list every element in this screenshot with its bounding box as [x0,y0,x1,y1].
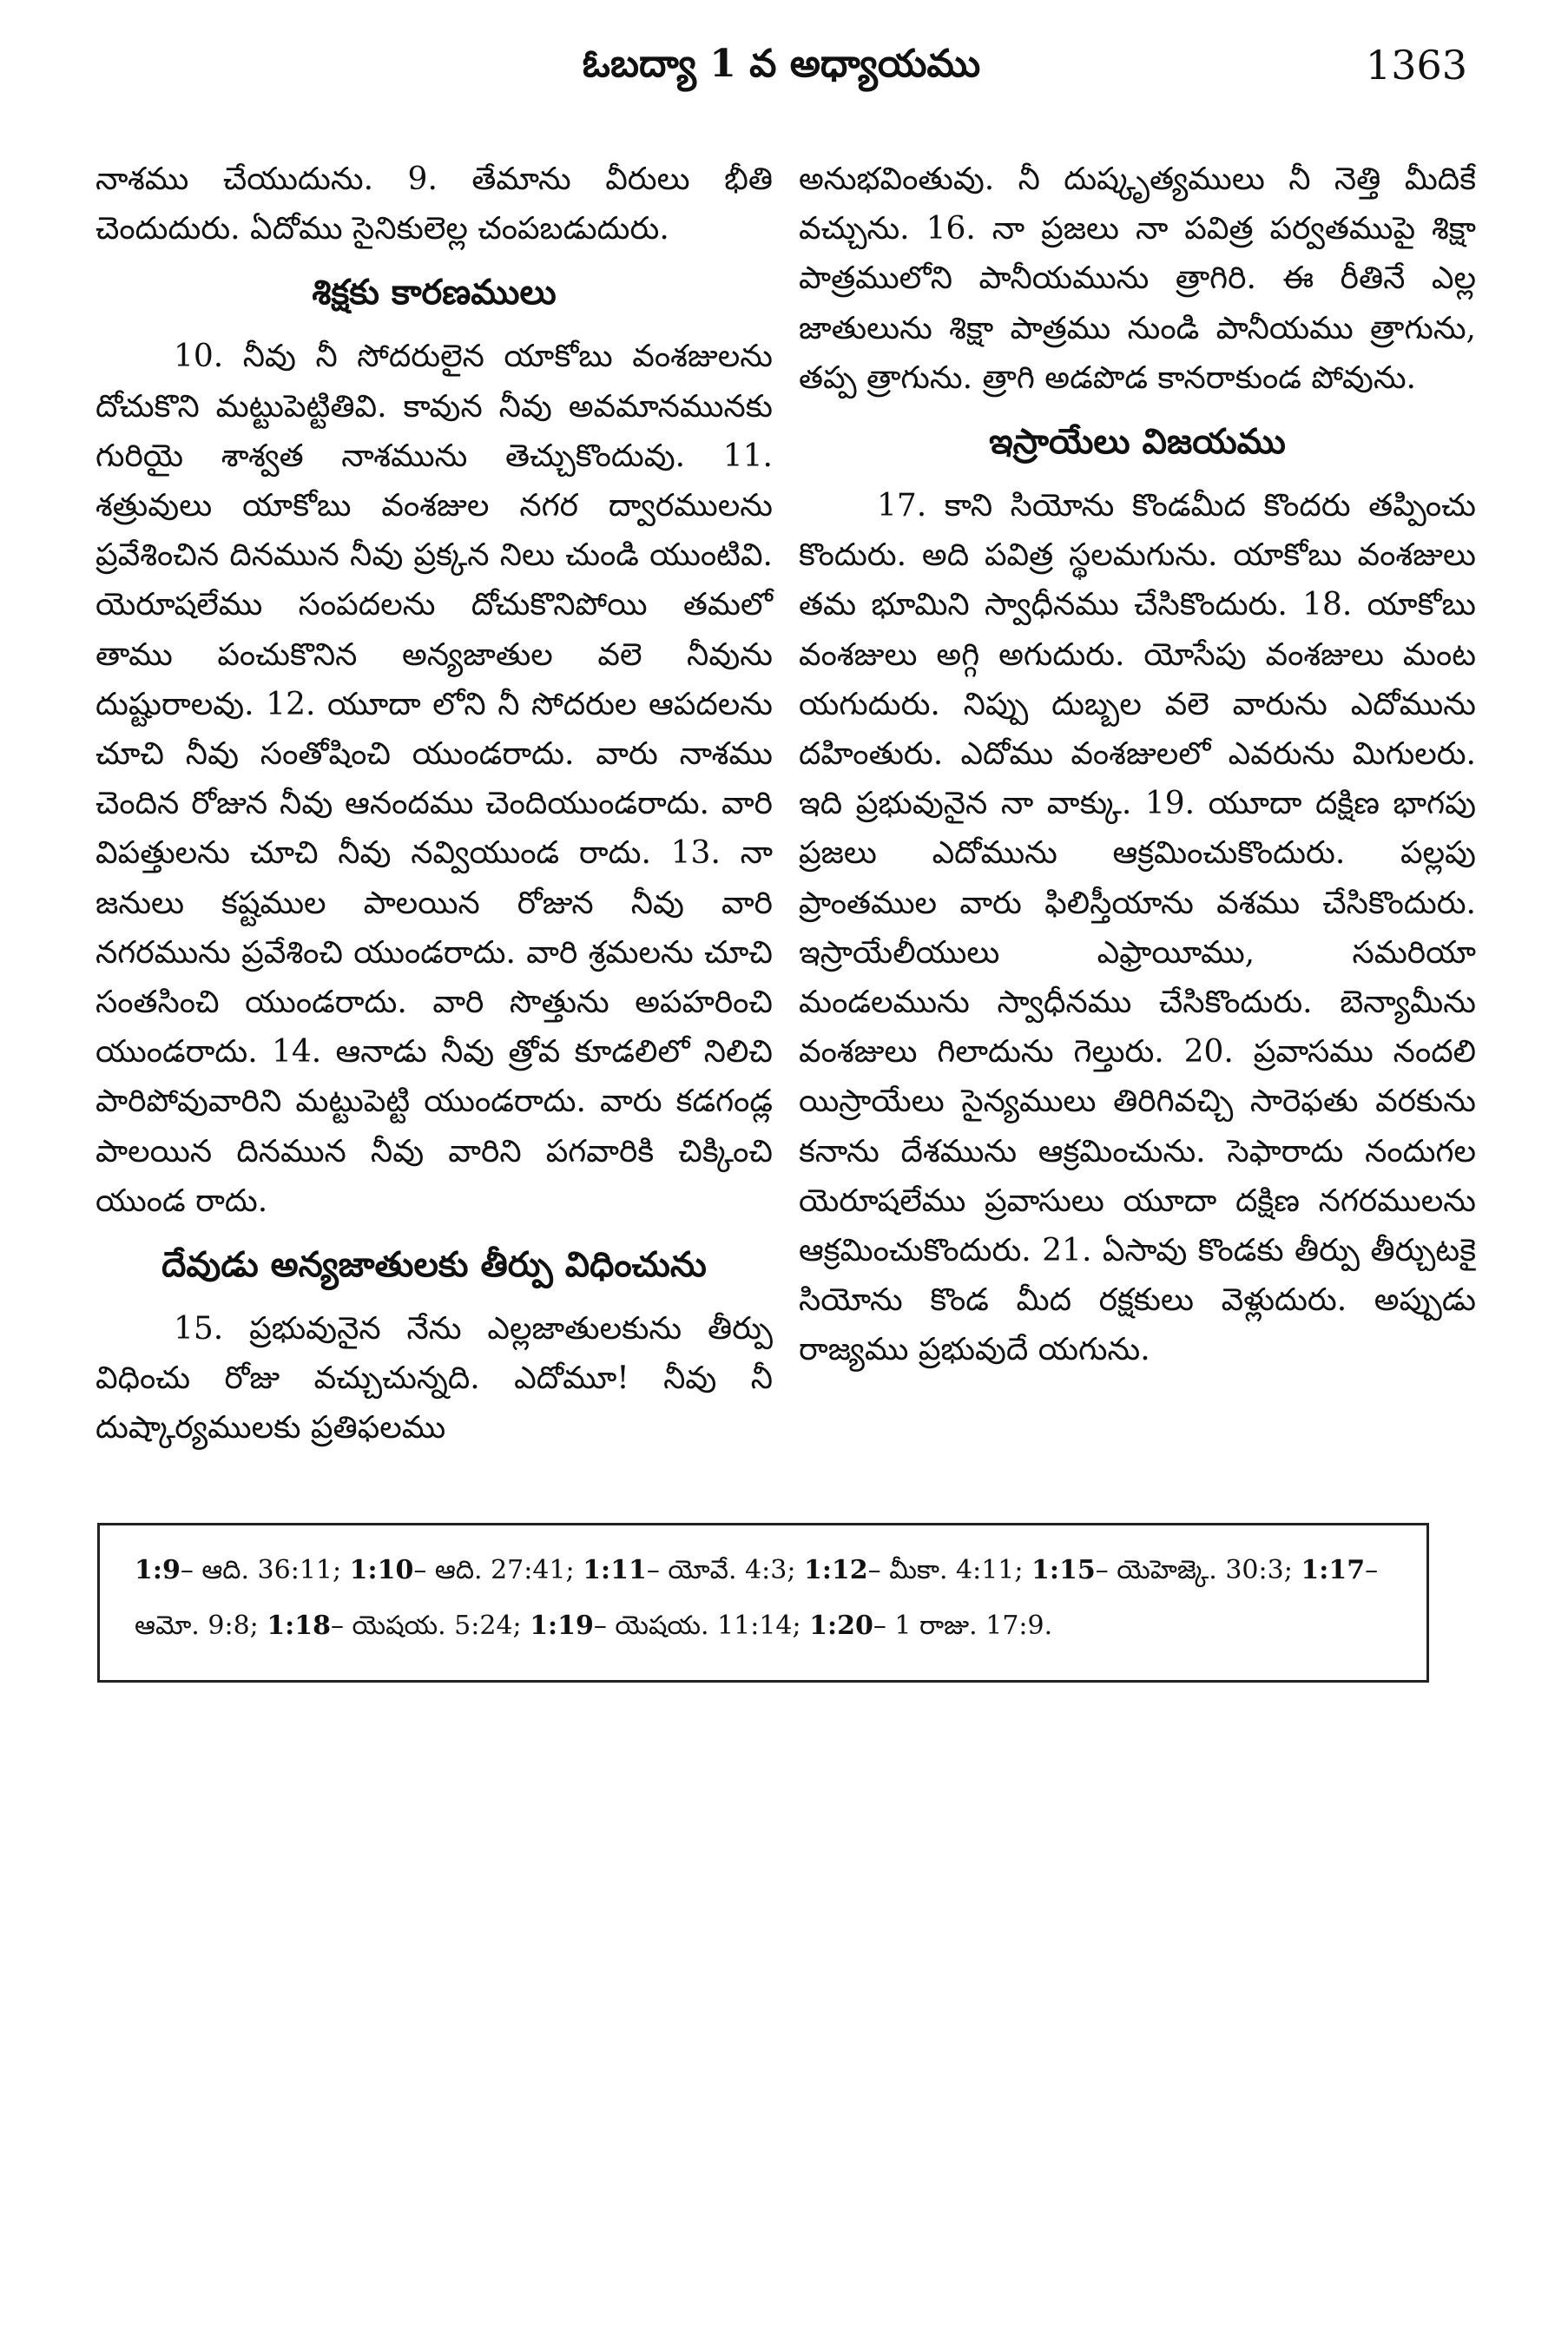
ref-text: – యోవే. 4:3; [646,1555,804,1585]
ref-label: 1:15 [1031,1555,1096,1585]
ref-text: – యెషయ. 11:14; [593,1611,810,1641]
section-heading: దేవుడు అన్యజాతులకు తీర్పు విధించును [161,1244,707,1286]
ref-label: 1:17 [1301,1555,1366,1585]
ref-text: – ఆమో. 9:8; [135,1555,1379,1641]
ref-label: 1:19 [530,1611,594,1641]
ref-label: 1:18 [267,1611,332,1641]
ref-text: – ఆది. 27:41; [413,1555,583,1585]
right-column [799,155,1476,1375]
paragraph: 10. నీవు నీ సోదరులైన యాకోబు వంశజులను దోచుకొని మట్టుపెట్టితివి. కావున నీవు అవమానమునకు గురియై శాశ్వత నాశమును తెచ్చుకొందువు. 11. శత్రువులు యాకోబు వంశజుల నగర ద్వారములను ప్రవేశించిన దినమున నీవు ప్రక్కన నిలు చుండి యుంటివి. యెరూషలేము సంపదలను దోచుకొనిపోయి తమలో తాము పంచుకొనిన అన్యజాతుల వలె నీవును దుష్టురాలవు. 12. యూదా లోని నీ సోదరుల ఆపదలను చూచి నీవు సంతోషించి యుండరాదు. వారు నాశము చెందిన రోజున నీవు ఆనందము చెందియుండరాదు. వారి విపత్తులను చూచి నీవు నవ్వియుండ రాదు. 13. నా జనులు కష్టముల పాలయిన రోజున నీవు వారి నగరమును ప్రవేశించి యుండరాదు. వారి శ్రమలను చూచి సంతసించి యుండరాదు. వారి సొత్తును అపహరించి యుండరాదు. 14. ఆనాడు నీవు త్రోవ కూడలిలో నిలిచి పారిపోవువారిని మట్టుపెట్టి యుండరాదు. వారు కడగండ్ల పాలయిన దినమున నీవు వారిని పగవారికి చిక్కించి యుండ రాదు. [96,339,773,1219]
section-heading: శిక్షకు కారణములు [312,272,557,313]
ref-text: – ఆది. 36:11; [180,1555,350,1585]
cross-reference-list [135,1555,1378,1641]
ref-label: 1:9 [135,1555,181,1585]
ref-text: – 1 రాజు. 17:9. [873,1611,1053,1641]
ref-text: – మీకా. 4:11; [867,1555,1032,1585]
ref-label: 1:10 [349,1555,414,1585]
paragraph: 17. కాని సియోను కొండమీద కొందరు తప్పించు కొందురు. అది పవిత్ర స్థలమగును. యాకోబు వంశజులు తమ భూమిని స్వాధీనము చేసికొందురు. 18. యాకోబు వంశజులు అగ్గి అగుదురు. యోసేపు వంశజులు మంట యగుదురు. నిప్పు దుబ్బల వలె వారును ఎదోమును దహింతురు. ఎదోము వంశజులలో ఎవరును మిగులరు. ఇది ప్రభువునైన నా వాక్కు. 19. యూదా దక్షిణ భాగపు ప్రజలు ఎదోమును ఆక్రమించుకొందురు. పల్లపు ప్రాంతముల వారు ఫిలిస్తీయాను వశము చేసికొందురు. ఇస్రాయేలీయులు ఎఫ్రాయీము, సమరియా మండలమును స్వాధీనము చేసికొందురు. బెన్యామీను వంశజులు గిలాదును గెల్తురు. 20. ప్రవాసము నందలి యిస్రాయేలు సైన్యములు తిరిగివచ్చి సారెఫతు వరకును కనాను దేశమును ఆక్రమించును. సెఫారాదు నందుగల యెరూషలేము ప్రవాసులు యూదా దక్షిణ నగరములను ఆక్రమించుకొందురు. 21. ఏసావు కొండకు తీర్పు తీర్చుటకై సియోను కొండ మీద రక్షకులు వెళ్లుదురు. అప్పుడు రాజ్యము ప్రభువుదే యగును. [799,488,1476,1368]
ref-text: – యెహెజ్కె. 30:3; [1095,1555,1301,1585]
section-heading: ఇస్రాయేలు విజయము [989,421,1286,463]
running-title: ఓబద్యా 1 వ అధ్యాయము [582,42,981,86]
paragraph: 15. ప్రభువునైన నేను ఎల్లజాతులకును తీర్పు విధించు రోజు వచ్చుచున్నది. ఎదోమూ! నీవు నీ దుష్కార్యములకు ప్రతిఫలము [96,1311,773,1446]
paragraph: నాశము చేయుదును. 9. తేమాను వీరులు భీతి చెందుదురు. ఏదోము సైనికులెల్ల చంపబడుదురు. [96,161,773,247]
ref-label: 1:11 [583,1555,647,1585]
page-number: 1363 [1365,42,1467,89]
paragraph: అనుభవింతువు. నీ దుష్కృత్యములు నీ నెత్తి మీదికే వచ్చును. 16. నా ప్రజలు నా పవిత్ర పర్వతముపై శిక్షా పాత్రములోని పానీయమును త్రాగిరి. ఈ రీతినే ఎల్ల జాతులును శిక్షా పాత్రము నుండి పానీయము త్రాగును, తప్ప త్రాగును. త్రాగి అడపొడ కానరాకుండ పోవును. [799,161,1476,396]
cross-reference-box [97,1523,1429,1683]
page-header [96,42,1467,102]
ref-text: – యెషయ. 5:24; [331,1611,530,1641]
ref-label: 1:12 [803,1555,868,1585]
left-column [96,155,773,1453]
ref-label: 1:20 [809,1611,873,1641]
